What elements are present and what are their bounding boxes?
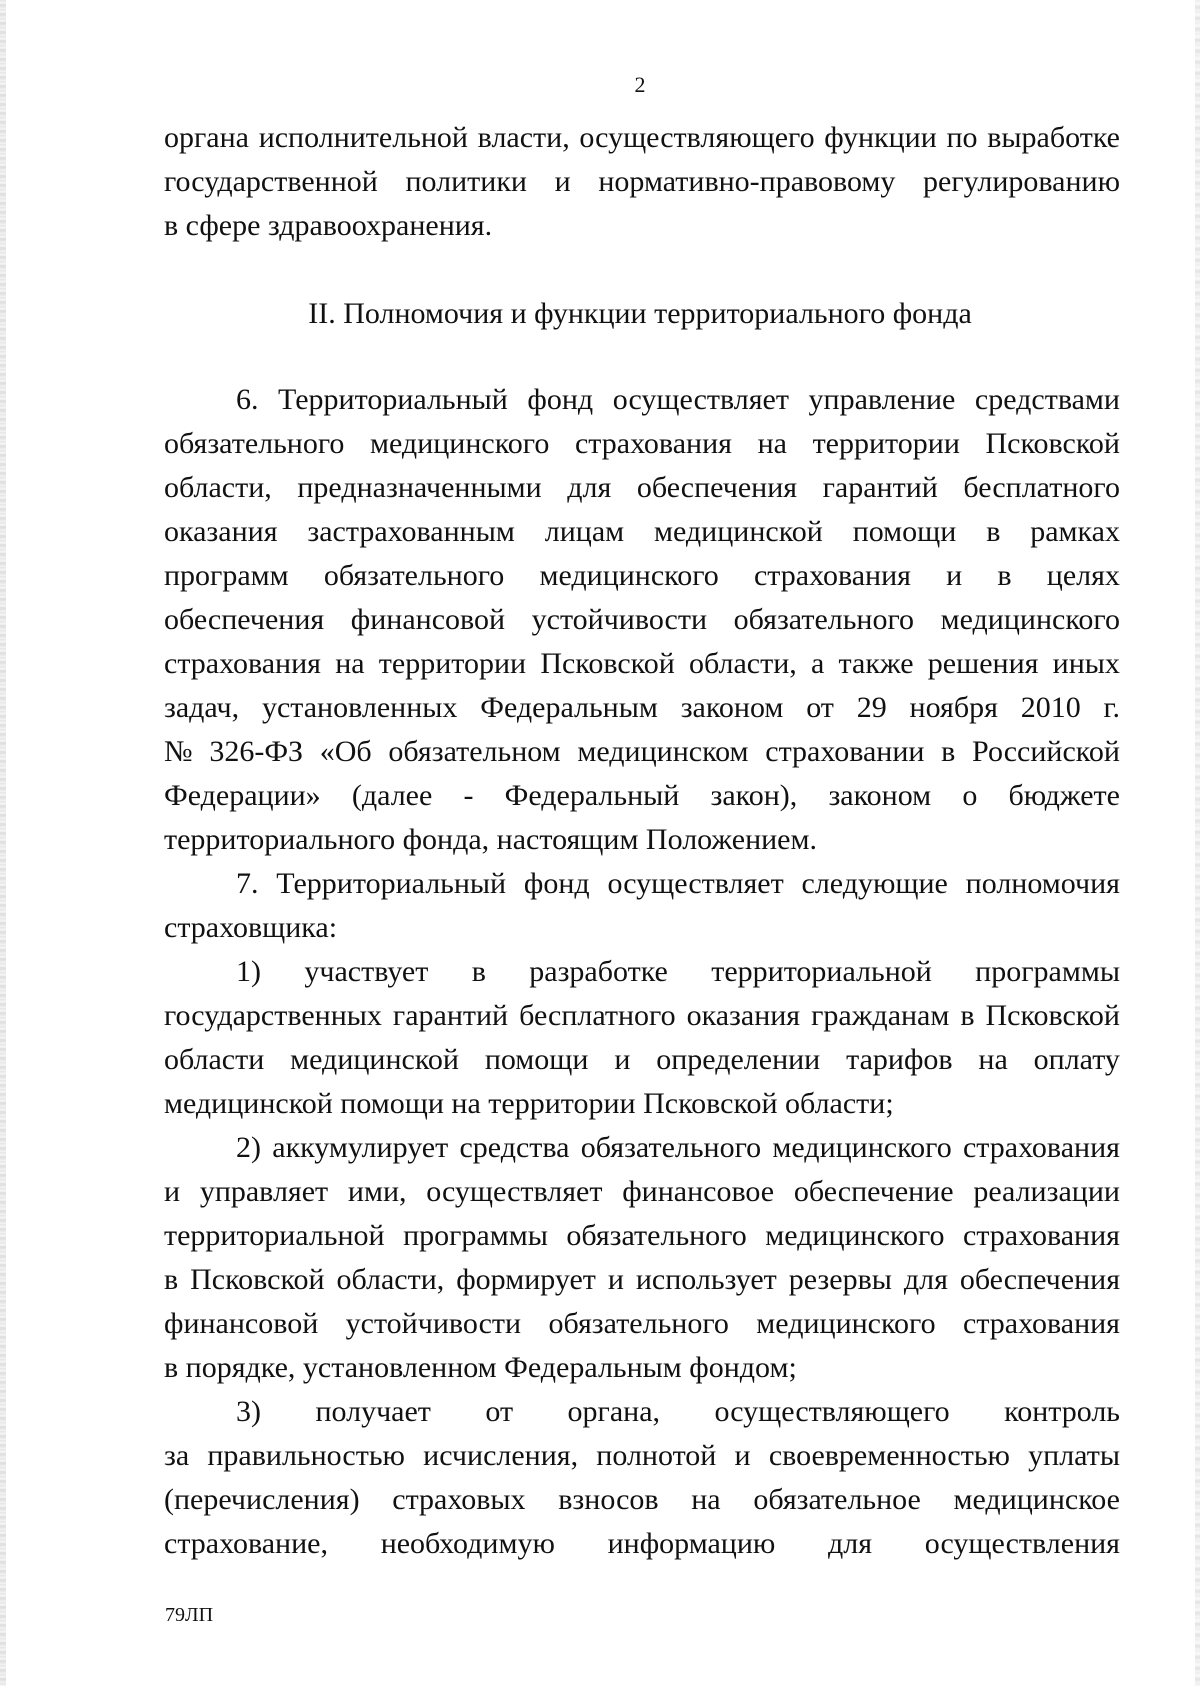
text-line xyxy=(164,950,1120,994)
word: установленных xyxy=(261,691,458,724)
word: законом xyxy=(680,691,784,724)
text-line xyxy=(164,1170,1120,1214)
word: участвует xyxy=(304,955,429,988)
word: полнотой xyxy=(596,1439,717,1472)
text-line xyxy=(164,774,1120,818)
word: страховании xyxy=(765,735,925,768)
text-line: территориального фонда, настоящим Положением. xyxy=(164,823,817,856)
word: закон), xyxy=(710,779,798,812)
word: бюджете xyxy=(1008,779,1120,812)
word: государственной xyxy=(164,165,378,198)
word: осуществляет xyxy=(426,1175,603,1208)
word: устойчивости xyxy=(531,603,708,636)
text-line xyxy=(164,1038,1120,1082)
word: Территориальный xyxy=(276,867,507,900)
word: территориальной xyxy=(164,1219,385,1252)
word: страхование, xyxy=(164,1527,328,1560)
word: правильностью xyxy=(207,1439,405,1472)
word: уплаты xyxy=(1028,1439,1120,1472)
text-line xyxy=(164,116,1120,160)
scan-edge-right xyxy=(1195,0,1200,1686)
word: лицам xyxy=(544,515,625,548)
word: для xyxy=(828,1527,873,1560)
word: для xyxy=(567,471,612,504)
word: решения xyxy=(927,647,1039,680)
word: получает xyxy=(315,1395,431,1428)
word: и xyxy=(614,1043,631,1076)
text-line xyxy=(164,160,1120,204)
word: осуществляет xyxy=(607,867,784,900)
word: в xyxy=(986,515,1001,548)
list-item-1 xyxy=(164,950,1120,1126)
word: 29 xyxy=(856,691,887,724)
word: в xyxy=(471,955,486,988)
word: фонд xyxy=(527,383,594,416)
word: медицинского xyxy=(765,1219,945,1252)
text-line xyxy=(164,1302,1120,1346)
word: финансовой xyxy=(164,1307,319,1340)
word: выработке xyxy=(987,121,1120,154)
word: за xyxy=(164,1439,190,1472)
word: медицинское xyxy=(953,1483,1120,1516)
word: рамках xyxy=(1030,515,1120,548)
word: на xyxy=(757,427,787,460)
list-item-3 xyxy=(164,1390,1120,1566)
word: средствами xyxy=(974,383,1120,416)
word: медицинской xyxy=(654,515,823,548)
word: контроль xyxy=(1004,1395,1120,1428)
word: органа, xyxy=(567,1395,661,1428)
word: осуществляющего xyxy=(579,121,815,154)
word: г. xyxy=(1103,691,1120,724)
word: гражданам xyxy=(811,999,950,1032)
word: страхования xyxy=(753,559,911,592)
text-line xyxy=(164,1390,1120,1434)
word: 2) xyxy=(236,1131,261,1164)
word: в xyxy=(941,735,956,768)
word: страховых xyxy=(392,1483,526,1516)
word: территории xyxy=(812,427,960,460)
word: гарантий xyxy=(392,999,509,1032)
word: ими, xyxy=(347,1175,407,1208)
word: обязательного xyxy=(566,1219,747,1252)
word: и xyxy=(734,1439,751,1472)
word: обязательного xyxy=(164,427,345,460)
word: в xyxy=(164,1263,179,1296)
word: о xyxy=(962,779,978,812)
text-line xyxy=(164,862,1120,906)
word: помощи xyxy=(484,1043,589,1076)
word: взносов xyxy=(558,1483,659,1516)
word: оказания xyxy=(164,515,278,548)
word: политики xyxy=(405,165,527,198)
word: финансовой xyxy=(350,603,506,636)
text-line xyxy=(164,994,1120,1038)
word: Псковской xyxy=(985,427,1120,460)
word: на xyxy=(335,647,365,680)
word: иных xyxy=(1052,647,1120,680)
word: страхования xyxy=(962,1131,1120,1164)
word: обязательного xyxy=(733,603,915,636)
word: исчисления, xyxy=(423,1439,579,1472)
word: от xyxy=(485,1395,514,1428)
text-line xyxy=(164,1258,1120,1302)
word: - xyxy=(463,779,474,812)
word: полномочия xyxy=(965,867,1120,900)
word: медицинском xyxy=(577,735,749,768)
word: обязательное xyxy=(753,1483,921,1516)
word: разработке xyxy=(529,955,668,988)
word: по xyxy=(946,121,978,154)
word: реализации xyxy=(973,1175,1120,1208)
word: области, xyxy=(164,471,272,504)
text-line xyxy=(164,598,1120,642)
text-line xyxy=(164,466,1120,510)
text-line xyxy=(164,1522,1120,1566)
word: резервы xyxy=(788,1263,892,1296)
word: органа xyxy=(164,121,249,154)
word: обеспечения xyxy=(164,603,325,636)
word: «Об xyxy=(319,735,372,768)
word: также xyxy=(838,647,914,680)
word: и xyxy=(164,1175,181,1208)
word: обязательного xyxy=(548,1307,729,1340)
word: необходимую xyxy=(380,1527,555,1560)
word: Федеральным xyxy=(480,691,658,724)
word: управляет xyxy=(199,1175,329,1208)
word: и xyxy=(554,165,571,198)
word: 1) xyxy=(236,955,261,988)
word: для xyxy=(903,1263,948,1296)
word: власти, xyxy=(477,121,570,154)
text-line xyxy=(164,1478,1120,1522)
word: программы xyxy=(403,1219,548,1252)
word: медицинского xyxy=(940,603,1120,636)
word: обязательного xyxy=(580,1131,762,1164)
word: целях xyxy=(1046,559,1120,592)
word: Псковской xyxy=(985,999,1120,1032)
word: Территориальный xyxy=(278,383,508,416)
word: на xyxy=(691,1483,721,1516)
word: 3) xyxy=(236,1395,261,1428)
word: законом xyxy=(828,779,932,812)
word: а xyxy=(811,647,825,680)
text-line xyxy=(164,730,1120,774)
word: области, xyxy=(336,1263,445,1296)
word: программы xyxy=(975,955,1120,988)
text-line xyxy=(164,1434,1120,1478)
text-line: в сфере здравоохранения. xyxy=(164,209,493,242)
word: тарифов xyxy=(846,1043,953,1076)
word: функции xyxy=(824,121,937,154)
word: своевременностью xyxy=(768,1439,1010,1472)
word: территории xyxy=(378,647,527,680)
word: 7. xyxy=(236,867,259,900)
text-line: в порядке, установленном Федеральным фондом; xyxy=(164,1351,797,1384)
page-number: 2 xyxy=(634,72,646,97)
word: регулированию xyxy=(923,165,1120,198)
word: обеспечения xyxy=(959,1263,1120,1296)
word: исполнительной xyxy=(258,121,468,154)
word: застрахованным xyxy=(307,515,515,548)
word: области xyxy=(164,1043,265,1076)
word: и xyxy=(946,559,963,592)
word: от xyxy=(806,691,834,724)
word: Псковской xyxy=(190,1263,325,1296)
paragraph-7 xyxy=(164,862,1120,950)
word: формирует xyxy=(456,1263,596,1296)
word: № xyxy=(164,735,193,768)
word: управление xyxy=(808,383,956,416)
word: задач, xyxy=(164,691,240,724)
word: страхования xyxy=(164,647,321,680)
word: помощи xyxy=(852,515,957,548)
word: 326-ФЗ xyxy=(209,735,304,768)
text-line xyxy=(164,422,1120,466)
text-line xyxy=(164,686,1120,730)
text-line xyxy=(164,1214,1120,1258)
word: (перечисления) xyxy=(164,1483,360,1516)
word: медицинского xyxy=(539,559,719,592)
word: информацию xyxy=(607,1527,776,1560)
word: территориальной xyxy=(711,955,932,988)
text-line xyxy=(164,554,1120,598)
text-line xyxy=(164,1126,1120,1170)
intro-block xyxy=(164,116,1120,248)
word: финансовое xyxy=(622,1175,775,1208)
list-item-2 xyxy=(164,1126,1120,1390)
word: и xyxy=(607,1263,624,1296)
word: гарантий xyxy=(822,471,938,504)
word: предназначенными xyxy=(297,471,542,504)
text-line: страховщика: xyxy=(164,911,338,944)
word: осуществляет xyxy=(612,383,789,416)
word: на xyxy=(978,1043,1008,1076)
word: следующие xyxy=(801,867,948,900)
document-code: 79ЛП xyxy=(165,1604,214,1626)
text-line xyxy=(164,510,1120,554)
word: обеспечение xyxy=(793,1175,954,1208)
word: средства xyxy=(459,1131,570,1164)
word: обеспечения xyxy=(636,471,798,504)
word: Федерации» xyxy=(164,779,321,812)
word: области, xyxy=(688,647,797,680)
text-line: медицинской помощи на территории Псковской области; xyxy=(164,1087,894,1120)
word: обязательном xyxy=(388,735,561,768)
word: государственных xyxy=(164,999,382,1032)
word: 6. xyxy=(236,383,259,416)
word: в xyxy=(997,559,1012,592)
word: аккумулирует xyxy=(272,1131,449,1164)
word: программ xyxy=(164,559,289,592)
word: определении xyxy=(656,1043,821,1076)
word: страхования xyxy=(963,1307,1120,1340)
word: в xyxy=(960,999,975,1032)
word: Российской xyxy=(972,735,1120,768)
word: Псковской xyxy=(540,647,675,680)
word: 2010 xyxy=(1020,691,1081,724)
word: фонд xyxy=(523,867,590,900)
word: бесплатного xyxy=(963,471,1120,504)
word: использует xyxy=(635,1263,777,1296)
word: оплату xyxy=(1033,1043,1120,1076)
word: медицинского xyxy=(370,427,550,460)
word: обязательного xyxy=(323,559,505,592)
word: ноября xyxy=(909,691,998,724)
word: медицинского xyxy=(772,1131,952,1164)
scan-edge-left xyxy=(0,0,6,1686)
word: осуществления xyxy=(924,1527,1120,1560)
word: устойчивости xyxy=(345,1307,522,1340)
word: (далее xyxy=(351,779,433,812)
word: страхования xyxy=(574,427,732,460)
word: медицинского xyxy=(756,1307,936,1340)
section-heading: II. Полномочия и функции территориального фонда xyxy=(308,297,972,330)
word: Федеральный xyxy=(504,779,680,812)
word: бесплатного xyxy=(519,999,676,1032)
word: страхования xyxy=(963,1219,1120,1252)
paragraph-6 xyxy=(164,378,1120,862)
text-line xyxy=(164,378,1120,422)
word: осуществляющего xyxy=(714,1395,950,1428)
word: нормативно-правовому xyxy=(598,165,896,198)
word: оказания xyxy=(686,999,801,1032)
text-line xyxy=(164,642,1120,686)
word: медицинской xyxy=(290,1043,459,1076)
